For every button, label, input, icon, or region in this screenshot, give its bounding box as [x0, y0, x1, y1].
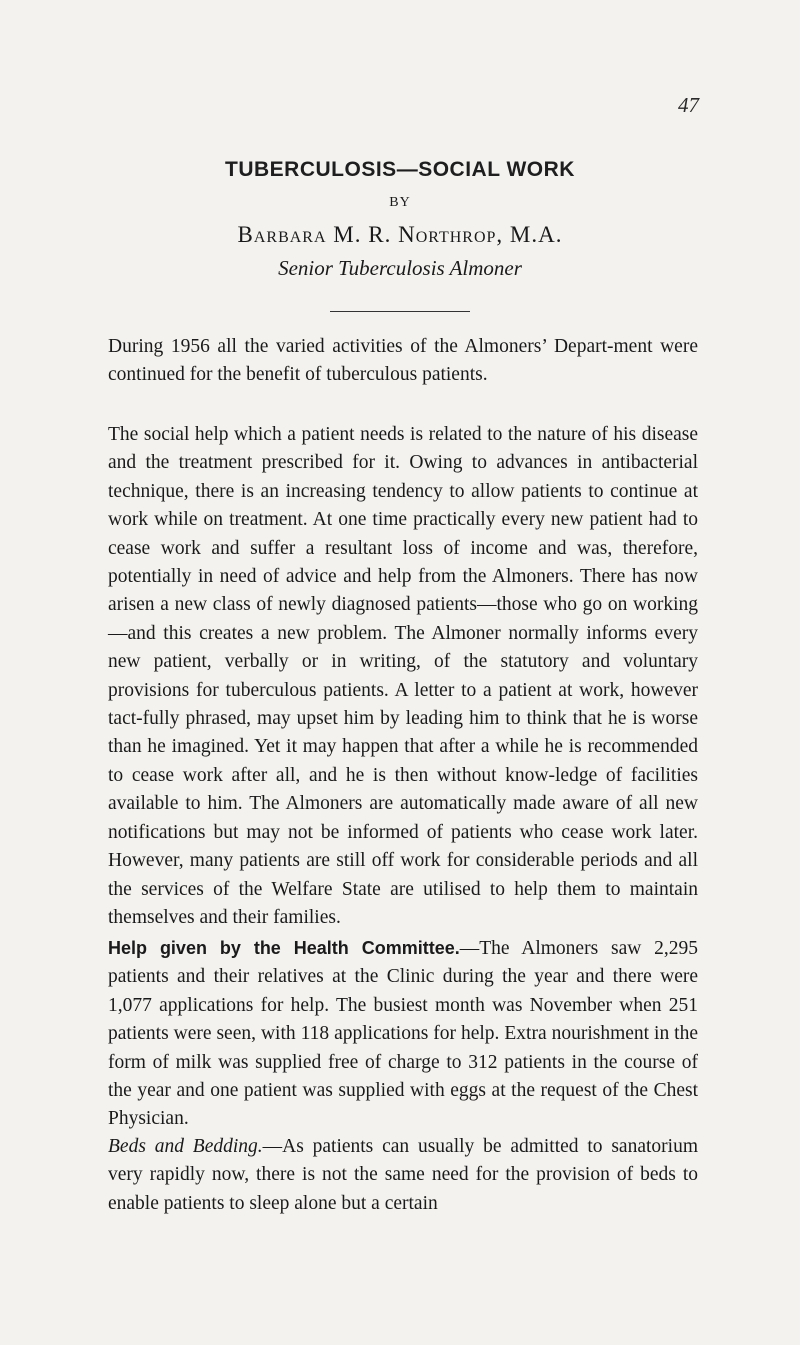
paragraph-social-help-text: The social help which a patient needs is related to the nature of his disease and the treatment prescribed for it. Owing to advances in antibacterial technique, there is an increasing tendency to allow patients to continue at work while on treatment. At one time practically every new patient had to cease work and suffer a resultant loss of income and was, therefore, potentially in need of advice and help from the Almoners. There has now arisen a new class of newly diagnosed patients—those who go on working—and this creates a new problem. The Almoner normally informs every new patient, verbally or in writing, of the statutory and voluntary provisions for tuberculous patients. A letter to a patient at work, however tact-fully phrased, may upset him by leading him to think that he is worse than he imagined. Yet it may happen that after a while he is recommended to cease work after all, and he is then without know-ledge of facilities available to him. The Almoners are automatically made aware of all new notifications but may not be informed of patients who cease work later. However, many patients are still off work for considerable periods and all the services of the Welfare State are utilised to help them to maintain themselves and their families.: [108, 424, 698, 928]
health-committee-text: —The Almoners saw 2,295 patients and their relatives at the Clinic during the year and there were 1,077 applications for help. The busiest month was November when 251 patients were seen, with 118 applications for help. Extra nourishment in the form of milk was supplied free of charge to 312 patients in the course of the year and one patient was supplied with eggs at the request of the Chest Physician.: [108, 938, 698, 1130]
paragraph-social-help: [108, 421, 698, 932]
byline-label: BY: [389, 195, 411, 210]
page-number: 47: [678, 93, 699, 117]
section-divider: [330, 311, 470, 312]
beds-bedding-text: —As patients can usually be admitted to sanatorium very rapidly now, there is not the same need for the provision of beds to enable patients to sleep alone but a certain: [108, 1136, 698, 1214]
paragraph-health-committee-body: [108, 934, 698, 1134]
paragraph-beds-bedding-body: [108, 1133, 698, 1218]
paragraph-beds-bedding: [108, 1133, 698, 1218]
paragraph-health-committee: [108, 934, 698, 1134]
health-committee-heading: Help given by the Health Committee.: [108, 938, 460, 958]
article-title: TUBERCULOSIS—SOCIAL WORK: [225, 158, 575, 181]
paragraph-intro-text: During 1956 all the varied activities of the Almoners’ Depart-ment were continued for the benefit of tuberculous patients.: [108, 336, 698, 386]
beds-bedding-heading: Beds and Bedding.: [108, 1136, 263, 1157]
author-name: Barbara M. R. Northrop, M.A.: [237, 222, 563, 247]
author-role: Senior Tuberculosis Almoner: [278, 256, 522, 280]
paragraph-intro: [108, 333, 698, 390]
